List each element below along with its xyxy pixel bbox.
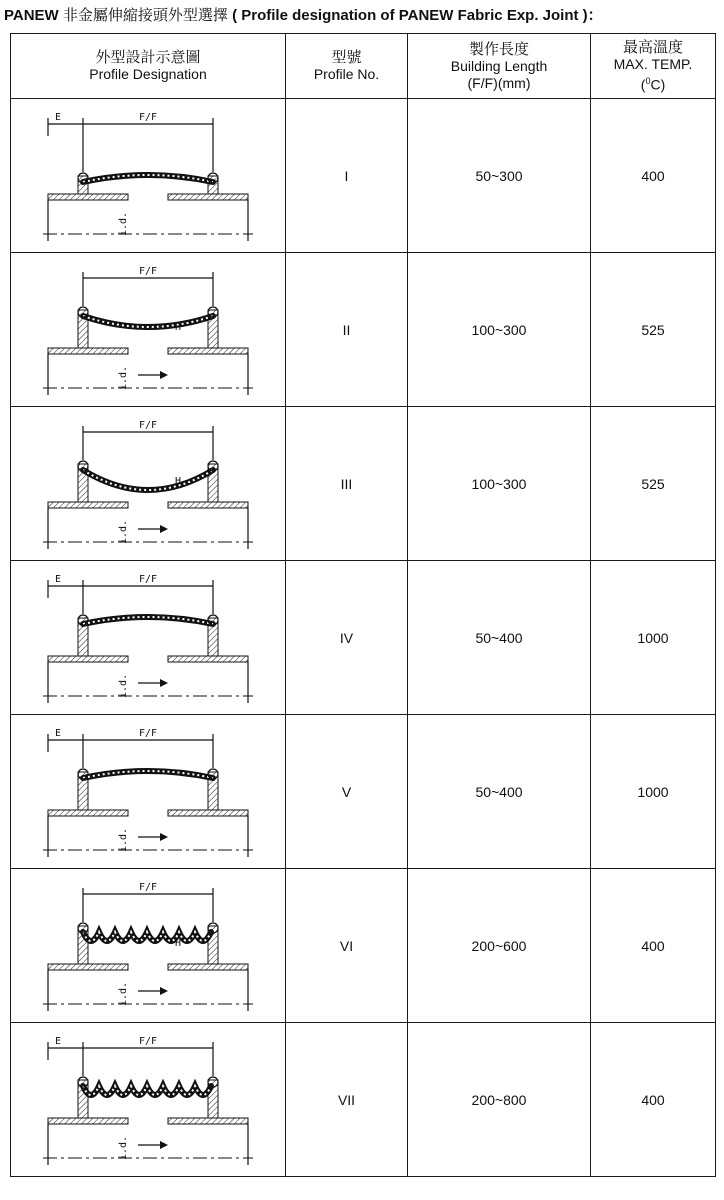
expansion-joint-drawing xyxy=(28,414,268,554)
page-title xyxy=(4,4,720,28)
header-max-temp-unit: ($^0$C) xyxy=(640,75,666,93)
header-building-length-en: Building Length xyxy=(450,57,548,74)
table-row xyxy=(11,715,716,869)
profile-no-cell: III xyxy=(286,407,408,561)
profile-no-cell: II xyxy=(286,253,408,407)
max-temp-cell: 1000 xyxy=(591,561,716,715)
max-temp-cell: 400 xyxy=(591,869,716,1023)
max-temp-cell: 400 xyxy=(591,99,716,253)
dimension-label: i.d. xyxy=(118,1135,129,1160)
expansion-joint-drawing xyxy=(28,1030,268,1170)
building-length-cell: 50~400 xyxy=(408,561,591,715)
dimension-label: H xyxy=(174,321,182,333)
dimension-label: i.d. xyxy=(118,519,129,544)
profile-no-cell: IV xyxy=(286,561,408,715)
dimension-label: F/F xyxy=(138,573,158,585)
expansion-joint-drawing xyxy=(28,568,268,708)
header-building-length xyxy=(408,34,591,99)
title-chinese: 非金屬伸縮接頭外型選擇 xyxy=(62,7,228,24)
profile-drawing-cell xyxy=(11,253,286,407)
dimension-label: i.d. xyxy=(118,365,129,390)
profile-table xyxy=(10,33,716,1177)
max-temp-cell: 525 xyxy=(591,407,716,561)
profile-no-cell: VII xyxy=(286,1023,408,1177)
title-prefix: PANEW xyxy=(4,7,63,24)
table-row xyxy=(11,869,716,1023)
expansion-joint-drawing xyxy=(28,260,268,400)
header-profile-designation-zh: 外型設計示意圖 xyxy=(95,49,201,66)
max-temp-cell: 525 xyxy=(591,253,716,407)
table-row xyxy=(11,407,716,561)
expansion-joint-drawing xyxy=(28,876,268,1016)
header-max-temp-zh: 最高溫度 xyxy=(622,38,683,56)
building-length-cell: 200~800 xyxy=(408,1023,591,1177)
table-row xyxy=(11,99,716,253)
building-length-cell: 50~400 xyxy=(408,715,591,869)
max-temp-cell: 400 xyxy=(591,1023,716,1177)
header-max-temp xyxy=(591,34,716,99)
profile-drawing-cell xyxy=(11,715,286,869)
expansion-joint-drawing xyxy=(28,106,268,246)
dimension-label: i.d. xyxy=(118,827,129,852)
profile-drawing-cell xyxy=(11,99,286,253)
profile-no-cell: VI xyxy=(286,869,408,1023)
header-profile-designation-en: Profile Designation xyxy=(89,66,207,82)
building-length-cell: 200~600 xyxy=(408,869,591,1023)
header-profile-no-zh: 型號 xyxy=(331,49,362,66)
profile-drawing-cell xyxy=(11,561,286,715)
header-row xyxy=(11,34,716,99)
dimension-label: F/F xyxy=(138,265,158,277)
dimension-label: E xyxy=(54,111,62,123)
profile-drawing-cell xyxy=(11,869,286,1023)
expansion-joint-drawing xyxy=(28,722,268,862)
header-profile-no-en: Profile No. xyxy=(313,66,380,82)
dimension-label: H xyxy=(174,937,182,949)
dimension-label: F/F xyxy=(138,1035,158,1047)
max-temp-cell: 1000 xyxy=(591,715,716,869)
dimension-label: i.d. xyxy=(118,211,129,236)
header-max-temp-en: MAX. TEMP. xyxy=(613,55,693,72)
dimension-label: i.d. xyxy=(118,981,129,1006)
header-profile-designation xyxy=(11,34,286,99)
table-row xyxy=(11,253,716,407)
profile-no-cell: I xyxy=(286,99,408,253)
profile-no-cell: V xyxy=(286,715,408,869)
dimension-label: F/F xyxy=(138,727,158,739)
table-row xyxy=(11,1023,716,1177)
building-length-cell: 50~300 xyxy=(408,99,591,253)
table-row xyxy=(11,561,716,715)
dimension-label: E xyxy=(54,573,62,585)
header-building-length-unit: (F/F)(mm) xyxy=(467,74,531,91)
header-profile-no xyxy=(286,34,408,99)
dimension-label: E xyxy=(54,727,62,739)
dimension-label: H xyxy=(174,475,182,487)
header-building-length-zh: 製作長度 xyxy=(468,40,529,58)
dimension-label: F/F xyxy=(138,419,158,431)
building-length-cell: 100~300 xyxy=(408,253,591,407)
profile-drawing-cell xyxy=(11,1023,286,1177)
dimension-label: F/F xyxy=(138,881,158,893)
dimension-label: E xyxy=(54,1035,62,1047)
building-length-cell: 100~300 xyxy=(408,407,591,561)
dimension-label: F/F xyxy=(138,111,158,123)
dimension-label: i.d. xyxy=(118,673,129,698)
title-english: ( Profile designation of PANEW Fabric Exp. Joint )： xyxy=(232,7,603,24)
profile-drawing-cell xyxy=(11,407,286,561)
